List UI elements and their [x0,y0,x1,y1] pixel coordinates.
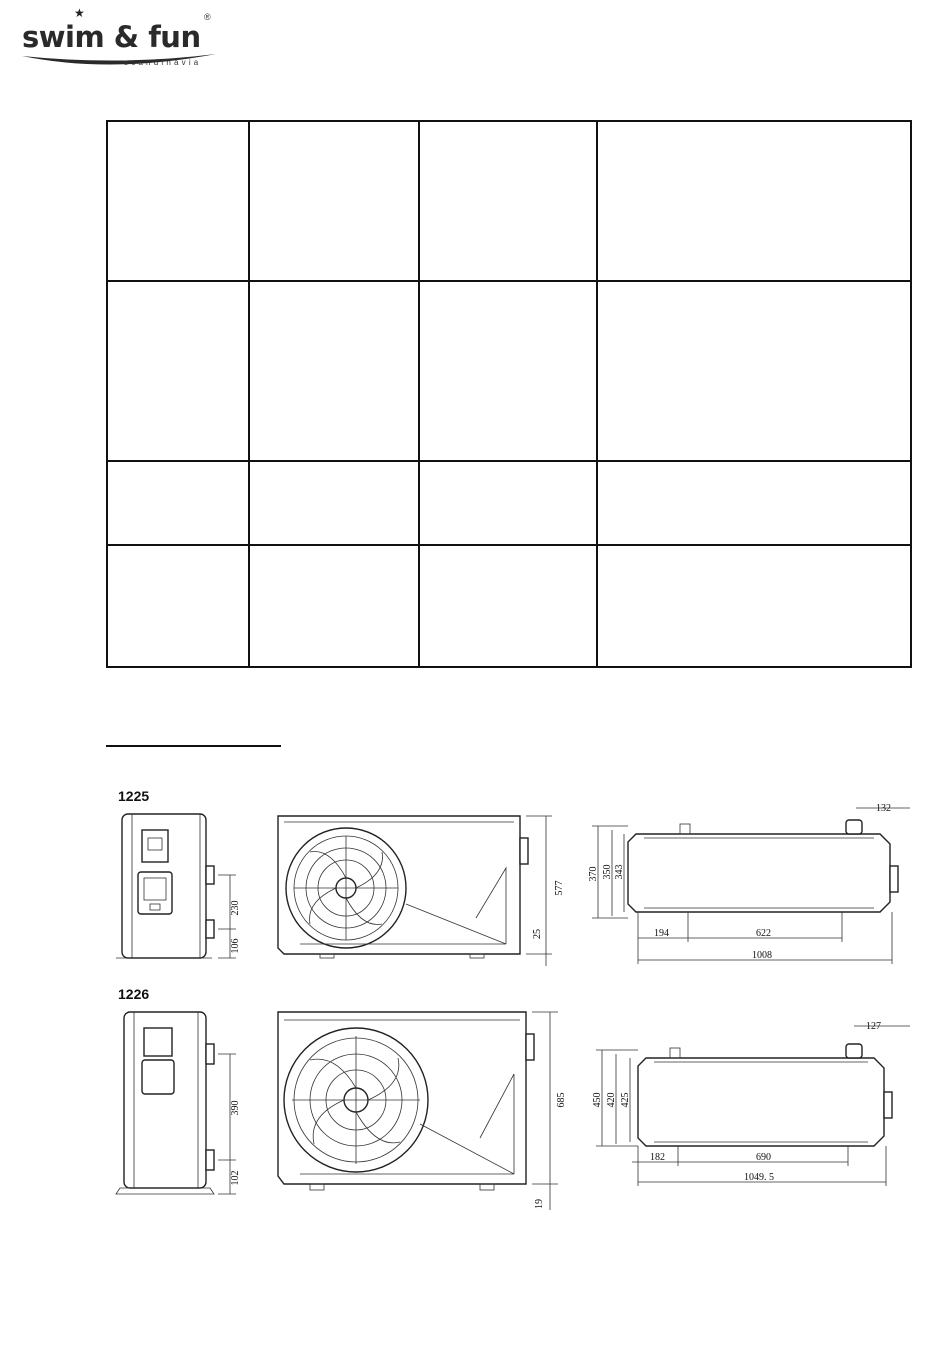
table-cell [419,545,597,667]
side-view-1226 [110,1004,250,1204]
table-cell [419,281,597,461]
dim-622: 622 [756,928,771,939]
registered-mark: ® [204,12,211,22]
dim-182: 182 [650,1152,665,1163]
table-cell [597,281,911,461]
dim-102: 102 [230,1170,241,1186]
table-cell [597,461,911,545]
dim-425: 425 [620,1092,631,1108]
table-cell [249,121,419,281]
dim-106: 106 [230,938,241,954]
dim-577: 577 [554,880,565,896]
side-view-1225 [110,808,250,968]
spec-table [106,120,912,668]
dim-19: 19 [534,1199,545,1209]
top-view-1226 [584,1012,924,1192]
brand-logo [20,8,220,70]
dim-1049-5: 1049. 5 [744,1172,774,1183]
dim-132: 132 [876,803,891,814]
table-cell [107,461,249,545]
brand-name: swim & fun [22,20,201,54]
dim-25: 25 [532,929,543,939]
model-label-1226: 1226 [118,986,150,1002]
top-view-1225 [584,798,924,968]
dim-685: 685 [556,1092,567,1108]
dim-1008: 1008 [752,950,772,961]
dim-370: 370 [588,866,599,882]
dim-343: 343 [614,864,625,880]
dim-127: 127 [866,1021,881,1032]
front-view-1226 [270,1004,570,1214]
table-row [107,121,911,281]
table-cell [249,461,419,545]
table-row [107,281,911,461]
table-cell [597,545,911,667]
dim-350: 350 [602,864,613,880]
table-cell [107,281,249,461]
table-cell [597,121,911,281]
dim-230: 230 [230,900,241,916]
front-view-1225 [270,808,570,968]
table-row [107,461,911,545]
dim-390: 390 [230,1100,241,1116]
star-icon: ★ [74,6,85,20]
table-cell [419,461,597,545]
brand-tagline: scandinavia [124,58,202,67]
table-cell [419,121,597,281]
table-cell [107,545,249,667]
dim-690: 690 [756,1152,771,1163]
table-row [107,545,911,667]
table-cell [107,121,249,281]
dim-194: 194 [654,928,669,939]
table-cell [249,545,419,667]
model-label-1225: 1225 [118,788,150,804]
table-cell [249,281,419,461]
dim-420: 420 [606,1092,617,1108]
dim-450: 450 [592,1092,603,1108]
section-heading-underline [106,745,281,747]
